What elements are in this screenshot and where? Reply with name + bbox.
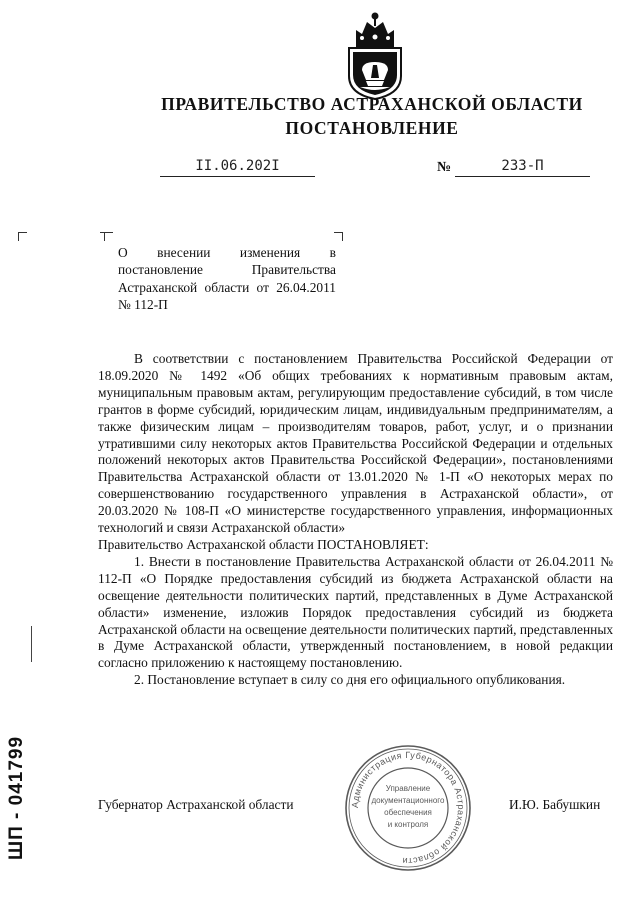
stamp-center-line-3: обеспечения xyxy=(384,808,432,817)
serial-number: ШП - 041799 xyxy=(6,735,27,860)
official-stamp-icon xyxy=(343,743,473,873)
corner-mark-subject-left xyxy=(104,232,113,241)
document-subject: О внесении изменения в постановление Правительства Астраханской области от 26.04.2011 № 112-П xyxy=(118,245,336,313)
number-underline xyxy=(455,176,590,177)
stamp-center-line-1: Управление xyxy=(385,784,431,793)
document-number: 233-П xyxy=(501,158,544,174)
astrakhan-emblem-icon xyxy=(346,10,404,100)
margin-mark xyxy=(31,626,32,662)
item-1-paragraph: 1. Внести в постановление Правительства Астраханской области от 26.04.2011 № 112-П «О Порядке предоставления субсидий из бюджета Астраханской области на освещение деятельности политических партий, представленных в Думе Астраханской области» изменение, изложив Порядок предоставления субсидий из бюджета Астраханской области на освещение деятельности политических партий, представленных в Думе Астраханской области, утвержденный постановлением, в новой редакции согласно приложению к настоящему постановлению. xyxy=(98,553,614,671)
corner-mark-subject-tick xyxy=(100,232,110,233)
stamp-center-line-2: документационного xyxy=(371,796,445,805)
number-label: № xyxy=(437,160,452,175)
item-2-paragraph: 2. Постановление вступает в силу со дня его официального опубликования. xyxy=(134,672,566,688)
stamp-center-line-4: и контроля xyxy=(387,820,429,829)
document-date: II.06.202I xyxy=(195,158,280,174)
stamp-ring-text: Администрация Губернатора Астраханской области xyxy=(349,749,467,867)
signatory-position: Губернатор Астраханской области xyxy=(98,797,294,812)
resolution-statement: Правительство Астраханской области ПОСТАНОВЛЯЕТ: xyxy=(98,536,429,552)
document-type: ПОСТАНОВЛЕНИЕ xyxy=(285,118,459,138)
preamble-paragraph: В соответствии с постановлением Правительства Российской Федерации от 18.09.2020 № 1492 «Об общих требованиях к нормативным правовым актам, муниципальным правовым актам, регулирующим предоставление субсидий, в том числе грантов в форме субсидий, юридическим лицам, индивидуальным предпринимателям, а также физическим лицам – производителям товаров, работ, услуг, и о признании утратившими силу некоторых актов Правительства Российской Федерации и отдельных положений некоторых актов Правительства Российской Федерации», постановлениями Правительства Астраханской области от 13.01.2020 № 1-П «О некоторых мерах по совершенствованию государственного управления в Астраханской области», от 20.03.2020 № 108-П «О министерстве государственного управления, информационных технологий и связи Астраханской области» xyxy=(98,351,613,536)
signatory-name: И.Ю. Бабушкин xyxy=(509,797,601,812)
document-body xyxy=(98,351,613,689)
government-title: ПРАВИТЕЛЬСТВО АСТРАХАНСКОЙ ОБЛАСТИ xyxy=(161,94,583,114)
corner-mark-left xyxy=(18,232,27,241)
corner-mark-subject-right xyxy=(334,232,343,241)
date-underline xyxy=(160,176,315,177)
